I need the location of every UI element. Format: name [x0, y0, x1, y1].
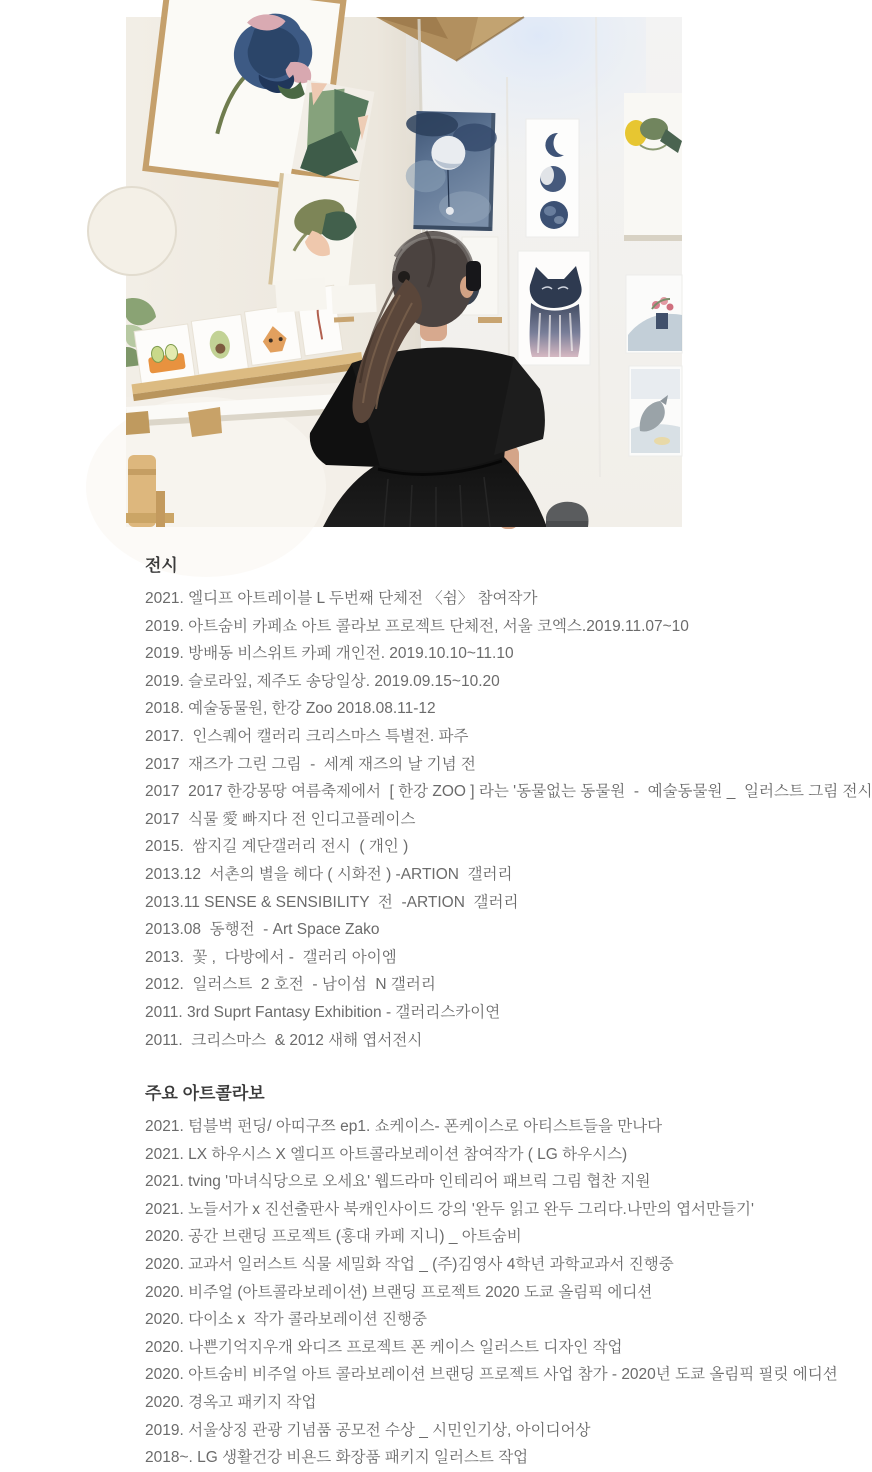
collabs-section	[145, 1079, 860, 1472]
collabs-title: 주요 아트콜라보	[145, 1084, 265, 1104]
history-item: 2017 2017 한강몽땅 여름축제에서 [ 한강 ZOO ] 라는 '동물없는 동물원 - 예술동물원 _ 일러스트 그림 전시	[145, 783, 872, 801]
gallery-photo	[126, 17, 682, 527]
exhibitions-list	[145, 585, 872, 1054]
history-item: 2017. 인스퀘어 캘러리 크리스마스 특별전. 파주	[145, 727, 469, 745]
history-item: 2021. LX 하우시스 X 엘디프 아트콜라보레이션 참여작가 ( LG 하우시스)	[145, 1145, 628, 1163]
moon-phases-print	[526, 119, 579, 237]
history-item: 2021. 엘디프 아트레이블 L 두번째 단체전 〈쉼〉 참여작가	[145, 590, 538, 607]
pond-watercolor	[626, 275, 682, 353]
history-item: 2020. 공간 브랜딩 프로젝트 (홍대 카페 지니) _ 아트숨비	[145, 1228, 522, 1246]
history-item: 2013. 꽃 , 다방에서 - 갤러리 아이엠	[145, 948, 397, 966]
history-item: 2020. 다이소 x 작가 콜라보레이션 진행중	[145, 1311, 427, 1329]
history-item: 2020. 교과서 일러스트 식물 세밀화 작업 _ (주)김영사 4학년 과학교과서 진행중	[145, 1256, 674, 1274]
sunglasses	[466, 261, 481, 291]
exhibitions-title: 전시	[145, 556, 178, 575]
dolphin-watercolor	[629, 366, 682, 456]
history-item: 2019. 슬로라잎, 제주도 송당일상. 2019.09.15~10.20	[145, 672, 500, 690]
history-item: 2013.12 서촌의 별을 헤다 ( 시화전 ) -ARTION 갤러리	[145, 865, 513, 883]
history-item: 2021. 텀블벅 펀딩/ 아띠구쯔 ep1. 쇼케이스- 폰케이스로 아티스트들을 만나다	[145, 1118, 663, 1136]
history-item: 2013.08 동행전 - Art Space Zako	[145, 921, 380, 939]
collabs-list	[145, 1113, 860, 1472]
bouquet-canvas	[624, 93, 682, 241]
history-content	[145, 551, 872, 1472]
monstera-canvas	[268, 173, 361, 293]
history-item: 2011. 3rd Suprt Fantasy Exhibition - 갤러리스카이연	[145, 1003, 501, 1021]
history-item: 2020. 경옥고 패키지 작업	[145, 1394, 317, 1412]
history-item: 2019. 방배동 비스위트 카페 개인전. 2019.10.10~11.10	[145, 645, 514, 663]
history-item: 2019. 서울상징 관광 기념품 공모전 수상 _ 시민인기상, 아이디어상	[145, 1421, 591, 1439]
round-canvas	[88, 187, 176, 275]
history-item: 2013.11 SENSE & SENSIBILITY 전 -ARTION 갤러리	[145, 893, 519, 911]
history-item: 2017 재즈가 그린 그림 - 세계 재즈의 날 기념 전	[145, 755, 476, 773]
cat-watercolor	[518, 251, 590, 365]
history-item: 2017 식물 愛 빠지다 전 인디고플레이스	[145, 810, 416, 828]
history-item: 2020. 아트숨비 비주얼 아트 콜라보레이션 브랜딩 프로젝트 사업 참가 - 2020년 도쿄 올림픽 필릿 에디션	[145, 1366, 838, 1384]
history-item: 2012. 일러스트 2 호전 - 남이섬 N 갤러리	[145, 976, 436, 994]
history-item: 2021. 노들서가 x 진선출판사 북캐인사이드 강의 '완두 읽고 완두 그리다.나만의 엽서만들기'	[145, 1200, 754, 1218]
history-item: 2015. 쌈지길 계단갤러리 전시 ( 개인 )	[145, 838, 409, 856]
history-item: 2018. 예술동물원, 한강 Zoo 2018.08.11-12	[145, 700, 436, 718]
history-item: 2011. 크리스마스 & 2012 새해 엽서전시	[145, 1031, 423, 1049]
moon-painting	[403, 111, 497, 231]
history-item: 2020. 비주얼 (아트콜라보레이션) 브랜딩 프로젝트 2020 도쿄 올림픽 에디션	[145, 1283, 653, 1301]
history-item: 2020. 나쁜기억지우개 와디즈 프로젝트 폰 케이스 일러스트 디자인 작업	[145, 1338, 623, 1356]
history-item: 2021. tving '마녀식당으로 오세요' 웹드라마 인테리어 패브릭 그림 협찬 지원	[145, 1173, 651, 1191]
history-item: 2018~. LG 생활건강 비욘드 화장품 패키지 일러스트 작업	[145, 1449, 529, 1467]
history-item: 2019. 아트숨비 카페쇼 아트 콜라보 프로젝트 단체전, 서울 코엑스.2019.11.07~10	[145, 617, 689, 635]
exhibitions-section	[145, 551, 872, 1054]
